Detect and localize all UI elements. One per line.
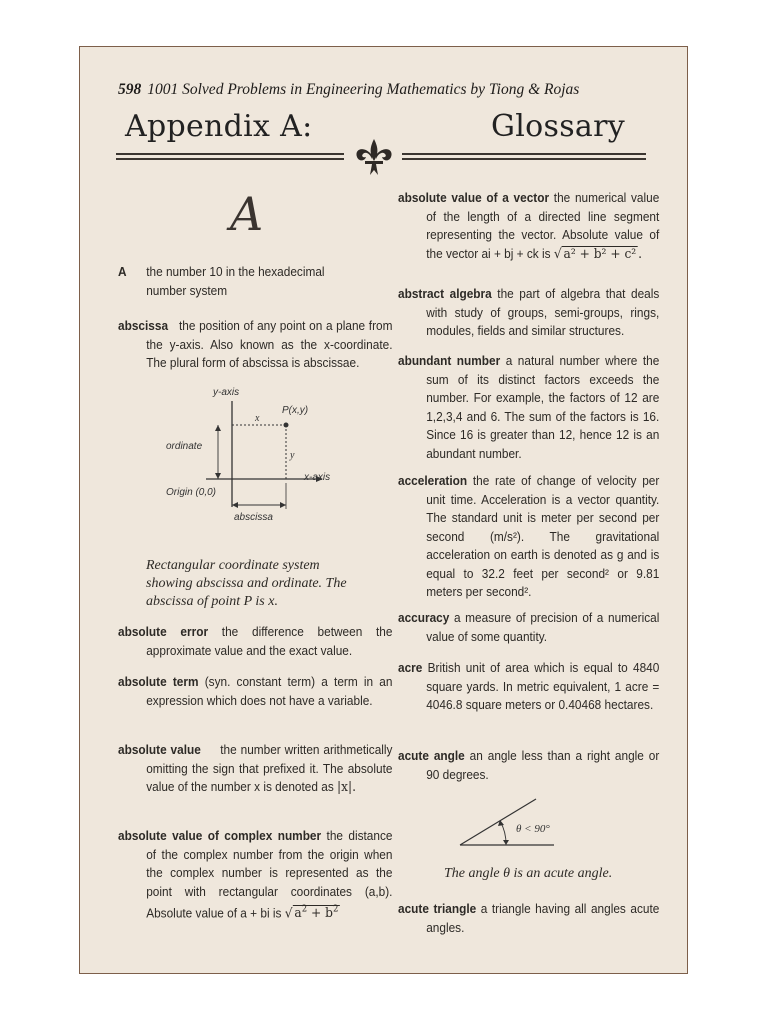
entry-body: (syn. constant term) a term in an expression which does not have a variable. xyxy=(146,675,393,708)
title-rule-left-top xyxy=(116,153,344,155)
formula-b: b xyxy=(325,906,333,922)
entry-term: acre xyxy=(398,661,423,675)
entry-abstract-algebra xyxy=(398,285,659,341)
entry-body: the rate of change of velocity per unit time. Acceleration is a vector quantity. The standard unit is meter per second per second (m/s²). The gravitational acceleration on earth is denoted as g and is equal to 32.2 feet per second² or 9.81 meters per second². xyxy=(426,474,660,599)
entry-term: abundant number xyxy=(398,354,501,368)
entry-absolute-error xyxy=(118,623,392,660)
title-glossary: Glossary xyxy=(491,109,625,144)
entry-term: absolute term xyxy=(118,675,199,689)
entry-absolute-value-vector xyxy=(398,189,659,264)
entry-body: the number written arithmetically omitting the sign that prefixed it. The absolute value of the number x is denoted as xyxy=(146,743,393,794)
entry-term: A xyxy=(118,265,127,279)
entry-acute-triangle xyxy=(398,900,659,937)
x-axis-label: x-axis xyxy=(304,472,331,483)
abscissa-label: abscissa xyxy=(234,512,273,523)
complex-abs-formula: √ $a^2 + b^2$ xyxy=(284,905,339,922)
entry-body: the part of algebra that deals with study of groups, semi-groups, rings, modules, fields and similar structures. xyxy=(426,287,660,338)
scanned-page xyxy=(79,46,688,974)
title-appendix: Appendix A: xyxy=(125,109,313,144)
entry-term: absolute value xyxy=(118,743,201,757)
entry-abscissa xyxy=(118,317,392,373)
book-title: 1001 Solved Problems in Engineering Mathematics by Tiong & Rojas xyxy=(147,81,580,98)
point-P xyxy=(284,423,289,428)
entry-body: an angle less than a right angle or 90 degrees. xyxy=(426,749,660,782)
entry-acceleration xyxy=(398,472,659,602)
entry-term: absolute error xyxy=(118,625,209,639)
x-distance-label: x xyxy=(255,413,260,424)
acute-angle-figure xyxy=(456,795,616,853)
entry-term: acceleration xyxy=(398,474,468,488)
entry-term: abscissa xyxy=(118,319,169,333)
abs-x-notation: |x|. xyxy=(337,780,357,795)
y-axis-label: y-axis xyxy=(213,387,240,398)
entry-acute-angle xyxy=(398,747,659,784)
y-distance-label: y xyxy=(290,450,295,461)
vector-abs-formula: √ a² + b² + c² . xyxy=(553,246,642,262)
entry-body: the numerical value of the length of a directed line segment representing the vector. Absolute value of the vector ai + bj + ck is xyxy=(426,191,660,261)
title-rule-right-bottom xyxy=(402,158,646,160)
entry-body: British unit of area which is equal to 4840 square yards. In metric equivalent, 1 acre = 4046.8 square meters or 0.40468 hectares. xyxy=(426,661,660,712)
vector-formula-radicand: a² + b² + c² xyxy=(563,246,637,262)
formula-a: a xyxy=(294,906,302,922)
entry-body: the number 10 in the hexadecimal number system xyxy=(146,265,325,298)
entry-body: a triangle having all angles acute angles. xyxy=(426,902,660,935)
entry-accuracy xyxy=(398,609,659,646)
entry-absolute-value xyxy=(118,741,392,798)
running-header xyxy=(118,81,579,99)
entry-term: absolute value of complex number xyxy=(118,829,322,843)
origin-label: Origin (0,0) xyxy=(166,487,217,498)
entry-body: a natural number where the sum of its distinct factors exceeds the number. For example, the factors of 12 are 1,2,3,4 and 6. The sum of the factors is 16. Since 16 is greater than 12, hence 12 is an abundant number. xyxy=(426,354,660,461)
ordinate-label: ordinate xyxy=(166,441,203,452)
entry-A xyxy=(118,263,364,300)
angle-upper-ray xyxy=(460,799,536,845)
figure-caption-angle: The angle θ is an acute angle. xyxy=(444,866,613,881)
entry-absolute-value-complex xyxy=(118,827,392,924)
formula-plus: + xyxy=(310,906,322,922)
point-label: P(x,y) xyxy=(282,405,309,416)
title-rule-left-bottom xyxy=(116,158,344,160)
entry-term: accuracy xyxy=(398,611,450,625)
entry-body: the difference between the approximate value and the exact value. xyxy=(146,625,393,658)
entry-term: acute angle xyxy=(398,749,465,763)
entry-absolute-term xyxy=(118,673,392,710)
entry-acre xyxy=(398,659,659,715)
page-number: 598 xyxy=(118,81,142,98)
figure-caption-coordinate: Rectangular coordinate system showing abscissa and ordinate. The abscissa of point P is x. xyxy=(146,558,347,609)
angle-label: θ < 90° xyxy=(516,823,550,835)
fleur-de-lis-ornament xyxy=(348,137,400,177)
entry-body: the position of any point on a plane from the y-axis. Also known as the x-coordinate. The plural form of abscissa is abscissae. xyxy=(146,319,393,370)
entry-body: a measure of precision of a numerical value of some quantity. xyxy=(426,611,660,644)
title-rule-right-top xyxy=(402,153,646,155)
entry-term: abstract algebra xyxy=(398,287,492,301)
entry-term: absolute value of a vector xyxy=(398,191,550,205)
entry-abundant-number xyxy=(398,352,659,463)
coordinate-system-figure xyxy=(166,383,346,531)
section-letter: A xyxy=(230,187,264,241)
entry-term: acute triangle xyxy=(398,902,477,916)
entry-body: the distance of the complex number from the origin when the complex number is represented as the point with rectangular coordinates (a,b). Absolute value of a + bi is xyxy=(146,829,393,921)
